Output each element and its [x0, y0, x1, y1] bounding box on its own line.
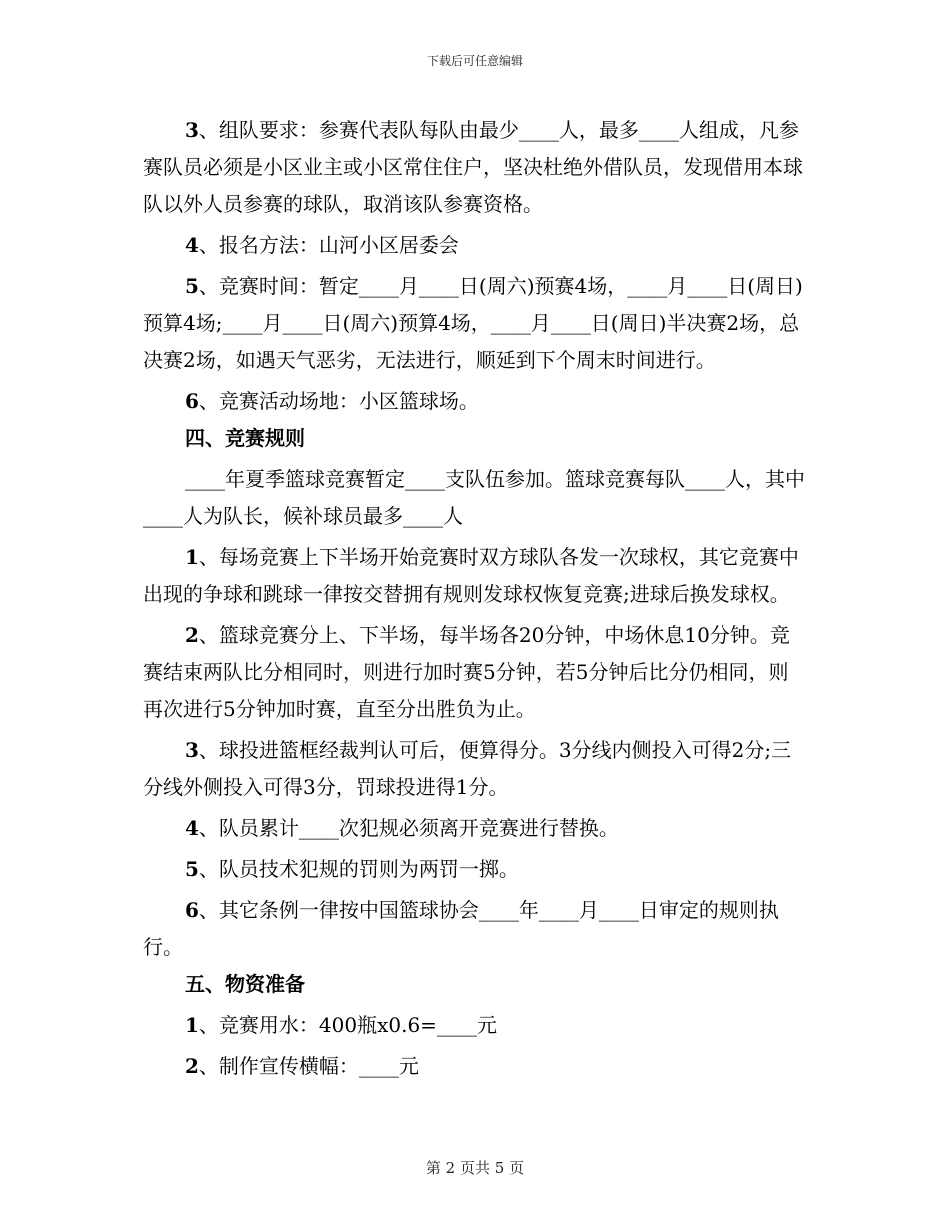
paragraph-text: 、队员技术犯规的罚则为两罚一掷。 [198, 857, 519, 881]
section-heading-materials: 五、物资准备 [185, 972, 305, 996]
item-number: 6 [185, 389, 199, 413]
paragraph-text: 、队员累计____次犯规必须离开竞赛进行替换。 [198, 816, 619, 840]
paragraph-rule-2 [143, 617, 808, 728]
paragraph-rule-6 [143, 892, 808, 966]
paragraph-rule-3 [143, 732, 808, 806]
item-number: 3 [185, 738, 199, 762]
item-number: 1 [185, 1013, 199, 1037]
paragraph-schedule [143, 268, 808, 379]
item-number: 2 [185, 623, 199, 647]
paragraph-material-1 [143, 1007, 808, 1044]
item-number: 5 [185, 857, 199, 881]
paragraph-rule-4 [143, 810, 808, 847]
paragraph-text: 、报名方法：山河小区居委会 [198, 233, 459, 257]
paragraph-text: 、竞赛时间：暂定____月____日(周六)预赛4场，____月____日(周日)预算4场;____月____日(周六)预算4场，____月____日(周日)半决赛2场，总决赛2场，如遇天气恶劣，无法进行，顺延到下个周末时间进行。 [143, 274, 803, 372]
paragraph-text: 、其它条例一律按中国篮球协会____年____月____日审定的规则执行。 [143, 898, 779, 959]
paragraph-venue [143, 383, 808, 420]
paragraph-material-2 [143, 1048, 808, 1085]
paragraph-rule-1 [143, 539, 808, 613]
item-number: 3 [185, 118, 199, 142]
item-number: 6 [185, 898, 199, 922]
page-header: 下载后可任意编辑 [426, 54, 523, 68]
paragraph-text: 、组队要求：参赛代表队每队由最少____人，最多____人组成，凡参赛队员必须是小区业主或小区常住住户，坚决杜绝外借队员，发现借用本球队以外人员参赛的球队，取消该队参赛资格。 [143, 118, 803, 216]
item-number: 5 [185, 274, 199, 298]
paragraph-text: 、篮球竞赛分上、下半场，每半场各20分钟，中场休息10分钟。竞赛结束两队比分相同时，则进行加时赛5分钟，若5分钟后比分仍相同，则再次进行5分钟加时赛，直至分出胜负为止。 [143, 623, 790, 721]
item-number: 4 [185, 233, 199, 257]
item-number: 2 [185, 1054, 199, 1078]
paragraph-rules-intro: ____年夏季篮球竞赛暂定____支队伍参加。篮球竞赛每队____人，其中____人为队长，候补球员最多____人 [143, 467, 805, 528]
paragraph-text: 、每场竞赛上下半场开始竞赛时双方球队各发一次球权，其它竞赛中出现的争球和跳球一律按交替拥有规则发球权恢复竞赛;进球后换发球权。 [143, 545, 799, 606]
item-number: 1 [185, 545, 199, 569]
document-body [143, 112, 808, 1085]
paragraph-text: 、竞赛活动场地：小区篮球场。 [198, 389, 479, 413]
paragraph-rule-5 [143, 851, 808, 888]
paragraph-registration [143, 227, 808, 264]
page-footer: 第 2 页共 5 页 [425, 1159, 525, 1177]
section-heading-rules: 四、竞赛规则 [185, 426, 305, 450]
paragraph-text: 、球投进篮框经裁判认可后，便算得分。3分线内侧投入可得2分;三分线外侧投入可得3分，罚球投进得1分。 [143, 738, 792, 799]
paragraph-text: 、制作宣传横幅：____元 [198, 1054, 419, 1078]
paragraph-team-requirements [143, 112, 808, 223]
item-number: 4 [185, 816, 199, 840]
paragraph-text: 、竞赛用水：400瓶x0.6=____元 [198, 1013, 497, 1037]
